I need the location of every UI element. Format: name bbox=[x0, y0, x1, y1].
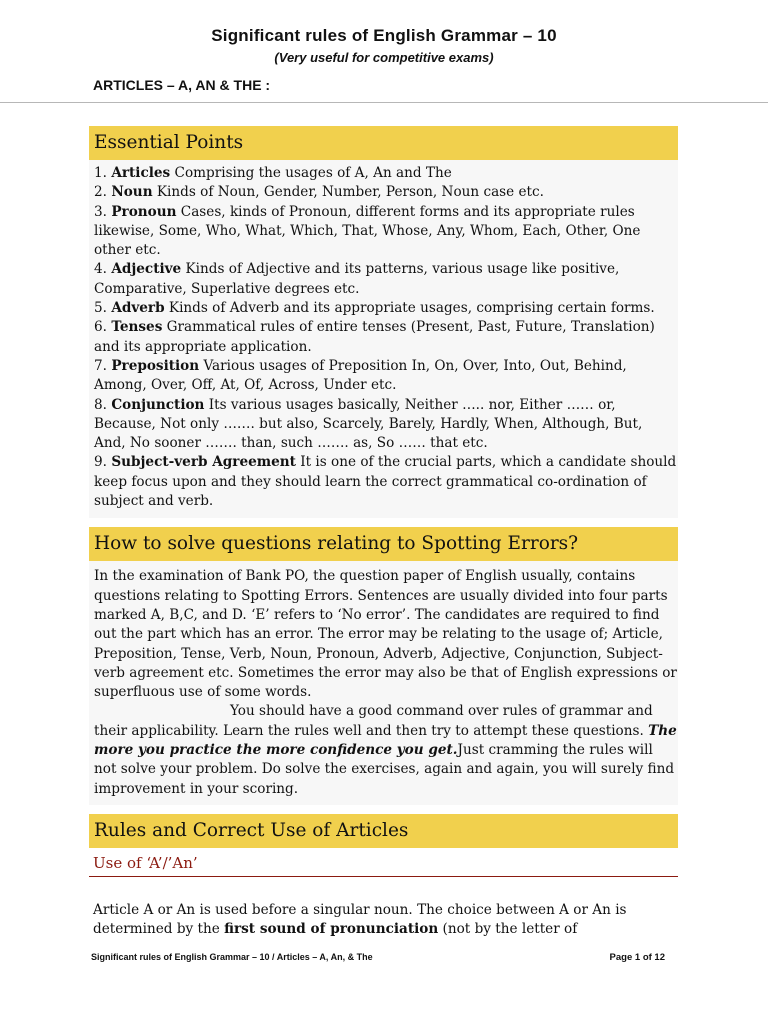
articles-rules-text bbox=[89, 877, 678, 939]
spotting-errors-panel bbox=[89, 561, 678, 805]
list-item: 5. Adverb Kinds of Adverb and its appropriate usages, comprising certain forms. bbox=[94, 300, 655, 317]
page-footer bbox=[0, 946, 768, 976]
list-item: 8. Conjunction Its various usages basically, Neither ….. nor, Either …… or, Because, Not only ……. but also, Scarcely, Barely, Hardly, When, Although, But, And, No sooner ……. than, such ……. as, So …… that etc. bbox=[94, 396, 643, 452]
list-item: 2. Noun Kinds of Noun, Gender, Number, Person, Noun case etc. bbox=[94, 184, 544, 201]
list-item: 3. Pronoun Cases, kinds of Pronoun, different forms and its appropriate rules likewise, Some, Who, What, Which, That, Whose, Any, Whom, Each, Other, One other etc. bbox=[94, 203, 641, 259]
essential-points-panel bbox=[89, 160, 678, 518]
document-title: Significant rules of English Grammar – 10 bbox=[211, 26, 557, 45]
spotting-paragraph-1: In the examination of Bank PO, the question paper of English usually, contains questions relating to Spotting Errors. Sentences are usually divided into four parts marked A, B,C, and D. ‘E’ refers to ‘No error’. The candidates are required to find out the part which has an error. The error may be relating to the usage of; Article, Preposition, Tense, Verb, Noun, Pronoun, Adverb, Adjective, Conjunction, Subject-verb agreement etc. Sometimes the error may also be that of English expressions or superfluous use of some words. bbox=[94, 568, 677, 701]
list-item: 1. Articles Comprising the usages of A, An and The bbox=[94, 165, 452, 181]
page-header bbox=[0, 0, 768, 103]
articles-rules-heading: Rules and Correct Use of Articles bbox=[89, 814, 678, 848]
header-divider bbox=[0, 102, 768, 103]
section-label: ARTICLES – A, AN & THE : bbox=[93, 77, 271, 93]
page-content bbox=[89, 126, 678, 953]
rules-paragraph: Article A or An is used before a singular noun. The choice between A or An is determined by the first sound of pronunciation (not by the letter of bbox=[93, 901, 627, 937]
list-item: 4. Adjective Kinds of Adjective and its patterns, various usage like positive, Comparative, Superlative degrees etc. bbox=[94, 261, 620, 297]
essential-points-heading: Essential Points bbox=[89, 126, 678, 160]
list-item: 7. Preposition Various usages of Preposition In, On, Over, Into, Out, Behind, Among, Over, Off, At, Of, Across, Under etc. bbox=[94, 357, 627, 394]
footer-title: Significant rules of English Grammar – 10 / Articles – A, An, & The bbox=[91, 952, 373, 962]
emphasis-text: The more you practice the more confidence you get. bbox=[94, 722, 677, 759]
document-subtitle: (Very useful for competitive exams) bbox=[274, 50, 494, 65]
page-number: Page 1 of 12 bbox=[609, 952, 665, 963]
list-item: 9. Subject-verb Agreement It is one of the crucial parts, which a candidate should keep focus upon and they should learn the correct grammatical co-ordination of subject and verb. bbox=[94, 454, 677, 510]
spotting-errors-heading: How to solve questions relating to Spotting Errors? bbox=[89, 527, 678, 561]
spotting-paragraph-2: You should have a good command over rules of grammar and their applicability. Learn the rules well and then try to attempt these questions. The more you practice the more confidence you get.Just cramming the rules will not solve your problem. Do solve the exercises, again and again, you will surely find improvement in your scoring. bbox=[94, 703, 677, 797]
list-item: 6. Tenses Grammatical rules of entire tenses (Present, Past, Future, Translation) and its appropriate application. bbox=[94, 319, 655, 355]
use-of-a-an-subheading: Use of ‘A’/’An’ bbox=[89, 848, 678, 877]
